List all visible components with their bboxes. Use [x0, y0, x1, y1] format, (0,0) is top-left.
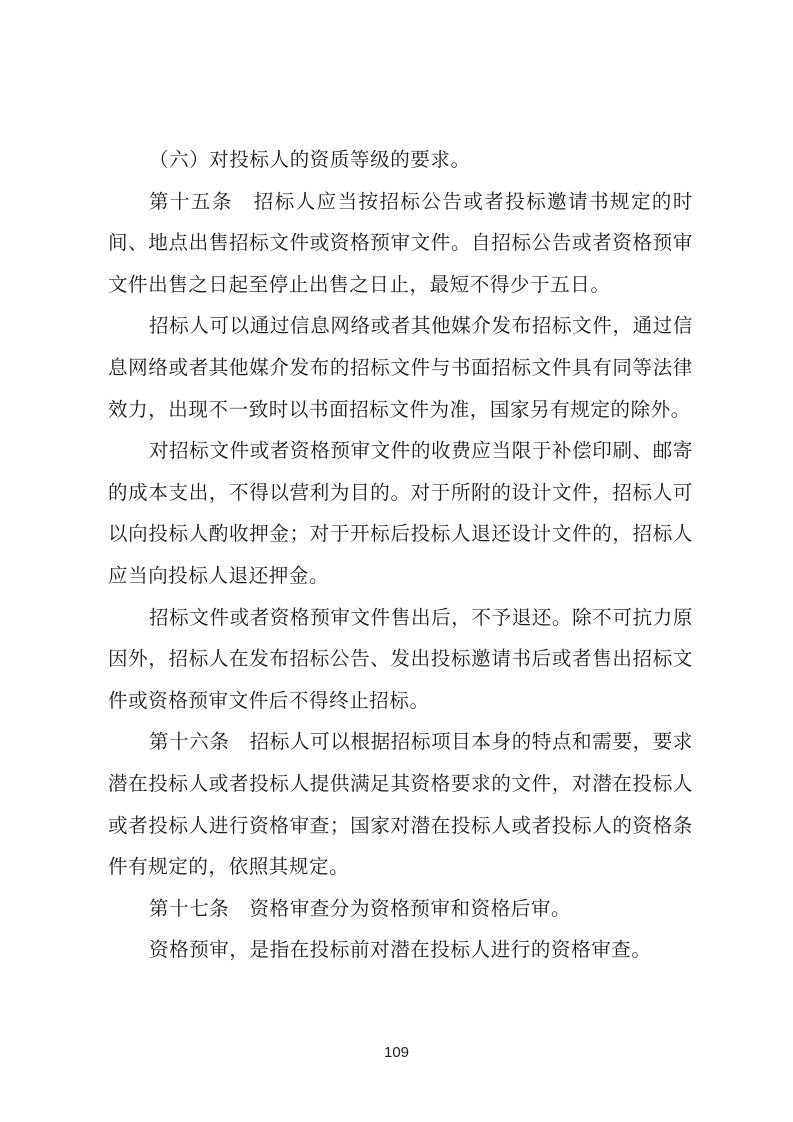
document-body	[108, 139, 693, 971]
paragraph-article-16: 第十六条 招标人可以根据招标项目本身的特点和需要，要求潜在投标人或者投标人提供满足其资格要求的文件，对潜在投标人或者投标人进行资格审查；国家对潜在投标人或者投标人的资格条件有规定的，依照其规定。	[108, 730, 693, 879]
paragraph-prequalification: 资格预审，是指在投标前对潜在投标人进行的资格审查。	[149, 938, 652, 962]
paragraph-article-15: 第十五条 招标人应当按招标公告或者投标邀请书规定的时间、地点出售招标文件或资格预审文件。自招标公告或者资格预审文件出售之日起至停止出售之日止，最短不得少于五日。	[108, 189, 693, 296]
paragraph-fees-deposit: 对招标文件或者资格预审文件的收费应当限于补偿印刷、邮寄的成本支出，不得以营利为目的。对于所附的设计文件，招标人可以向投标人酌收押金；对于开标后投标人退还设计文件的，招标人应当向投标人退还押金。	[108, 439, 693, 587]
paragraph-article-17: 第十七条 资格审查分为资格预审和资格后审。	[149, 896, 572, 920]
paragraph-online-publication: 招标人可以通过信息网络或者其他媒介发布招标文件，通过信息网络或者其他媒介发布的招标文件与书面招标文件具有同等法律效力，出现不一致时以书面招标文件为准，国家另有规定的除外。	[108, 314, 693, 421]
paragraph-no-refund: 招标文件或者资格预审文件售出后，不予退还。除不可抗力原因外，招标人在发布招标公告、发出投标邀请书后或者售出招标文件或资格预审文件后不得终止招标。	[108, 605, 693, 712]
page-number: 109	[383, 1044, 410, 1061]
paragraph-qualification-grade: （六）对投标人的资质等级的要求。	[149, 148, 471, 171]
